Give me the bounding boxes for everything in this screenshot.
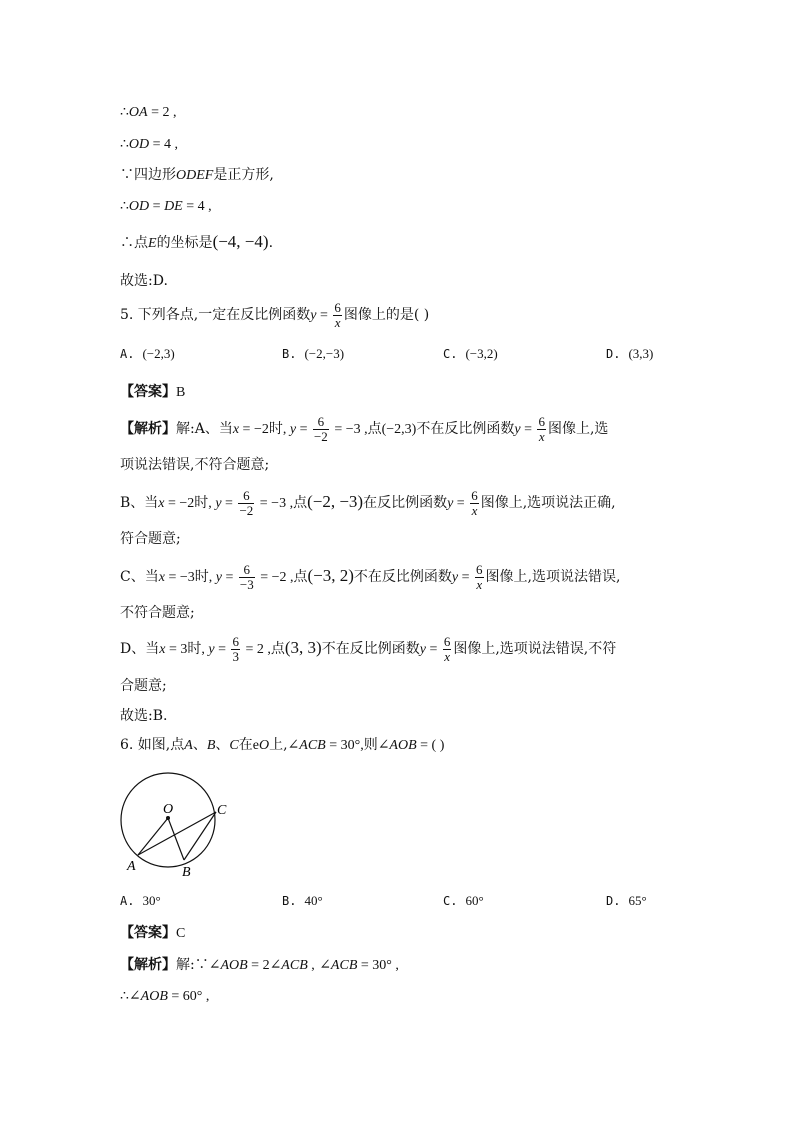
q5-option-a: A. (−2,3) (120, 346, 175, 361)
label-b: B (182, 865, 191, 880)
line-od-de: ∴OD = DE = 4 , (120, 198, 212, 214)
label-c: C (217, 803, 227, 818)
q5-fraction: $\frac{6}{x}$ (334, 299, 341, 330)
label-o: O (163, 802, 174, 817)
q5-analysis-b-cont: 符合题意; (120, 531, 181, 547)
q6-stem: 6. 如图,点A、B、C在eO上,∠ACB = 30°,则∠AOB = ( ) (120, 737, 445, 753)
line-oa: ∴OA = 2 , (120, 104, 177, 120)
line-square: ∵四边形ODEF是正方形, (120, 167, 274, 183)
q5-analysis-b: B、当x = −2时, y = $\frac{6}{-2}$ = −3 ,点(−2, −3)在反比例函数y = $\frac{6}{x}$ 图像上,选项说法正确, (120, 487, 616, 518)
q6-option-c: C. 60° (443, 893, 484, 908)
line-choose-d: 故选:D. (120, 273, 168, 289)
circle-figure (112, 770, 232, 882)
q5-analysis-c-cont: 不符合题意; (120, 605, 195, 621)
q6-analysis-1: 【解析】解:∵∠AOB = 2∠ACB , ∠ACB = 30° , (120, 957, 399, 973)
q5-final: 故选:B. (120, 708, 168, 724)
q5-analysis-c: C、当x = −3时, y = $\frac{6}{-3}$ = −2 ,点(−3, 2)不在反比例函数y = $\frac{6}{x}$ 图像上,选项说法错误, (120, 561, 621, 592)
q6-analysis-2: ∴∠AOB = 60° , (120, 988, 210, 1004)
q5-analysis-a-cont: 项说法错误,不符合题意; (120, 457, 270, 473)
q5-analysis-d-cont: 合题意; (120, 678, 167, 694)
segment-ac (138, 812, 216, 855)
q5-analysis-a: 【解析】解:A、当x = −2时, y = $\frac{6}{-2}$ = −3 ,点(−2,3)不在反比例函数y = $\frac{6}{x}$ 图像上,选 (120, 413, 609, 444)
label-a: A (127, 859, 136, 874)
q6-option-a: A. 30° (120, 893, 161, 908)
q5-analysis-d: D、当x = 3时, y = $\frac{6}{3}$ = 2 ,点(3, 3)不在反比例函数y = $\frac{6}{x}$ 图像上,选项说法错误,不符 (120, 633, 617, 664)
segment-oa (138, 818, 168, 855)
q6-option-d: D. 65° (606, 893, 647, 908)
q6-option-b: B. 40° (282, 893, 323, 908)
line-point-e: ∴点E的坐标是(−4, −4). (120, 232, 274, 251)
q5-option-c: C. (−3,2) (443, 346, 498, 361)
q5-option-d: D. (3,3) (606, 346, 654, 361)
q6-answer: 【答案】C (120, 925, 186, 941)
q5-option-b: B. (−2,−3) (282, 346, 345, 361)
line-od: ∴OD = 4 , (120, 136, 179, 152)
segment-ob (168, 818, 184, 860)
q5-answer: 【答案】B (120, 384, 186, 400)
segment-bc (184, 812, 216, 860)
q5-stem: 5. 下列各点,一定在反比例函数y = $\frac{6}{x}$ 图像上的是( ) (120, 299, 430, 330)
